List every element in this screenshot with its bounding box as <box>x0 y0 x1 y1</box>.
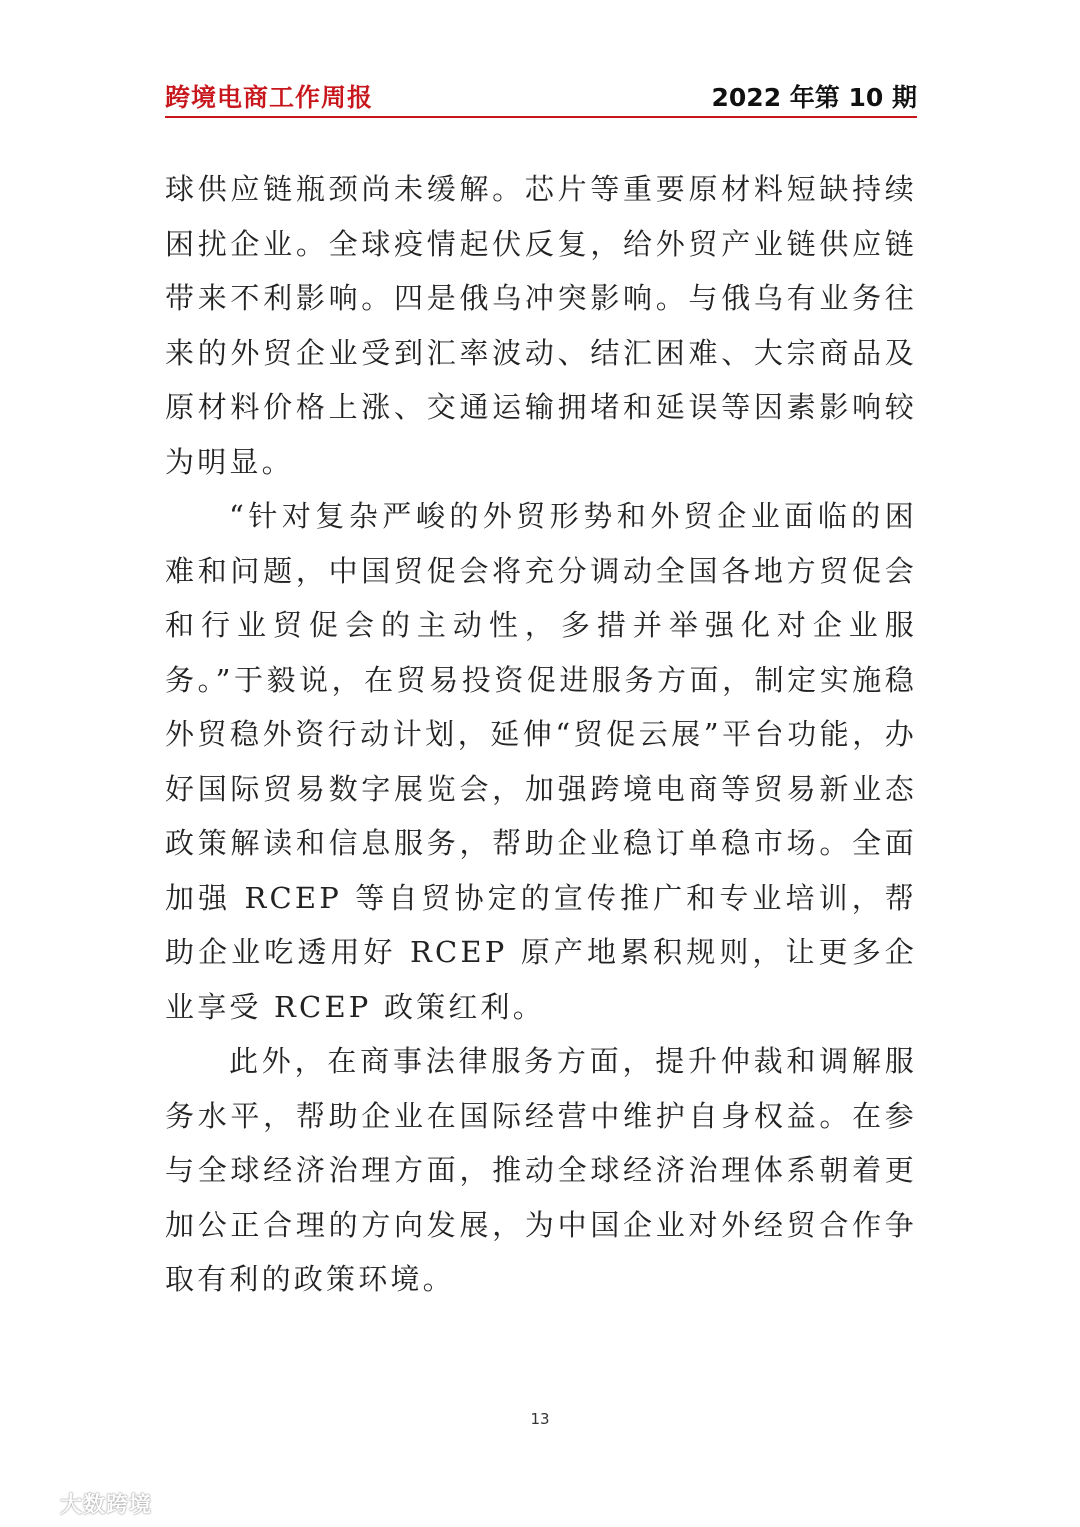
paragraph-3: 此外，在商事法律服务方面，提升仲裁和调解服务水平，帮助企业在国际经营中维护自身权益。在参与全球经济治理方面，推动全球经济治理体系朝着更加公正合理的方向发展，为中国企业对外经贸合作争取有利的政策环境。 <box>165 1044 917 1296</box>
paragraph-2: “针对复杂严峻的外贸形势和外贸企业面临的困难和问题，中国贸促会将充分调动全国各地方贸促会和行业贸促会的主动性，多措并举强化对企业服务。”于毅说，在贸易投资促进服务方面，制定实施稳外贸稳外资行动计划，延伸“贸促云展”平台功能，办好国际贸易数字展览会，加强跨境电商等贸易新业态政策解读和信息服务，帮助企业稳订单稳市场。全面加强 RCEP 等自贸协定的宣传推广和专业培训，帮助企业吃透用好 RCEP 原产地累积规则，让更多企业享受 RCEP 政策红利。 <box>165 499 917 1024</box>
speech-bubble-logo-icon <box>8 1489 54 1517</box>
watermark <box>8 1488 152 1518</box>
page-header <box>165 72 917 116</box>
paragraph-1: 球供应链瓶颈尚未缓解。芯片等重要原材料短缺持续困扰企业。全球疫情起伏反复，给外贸产业链供应链带来不利影响。四是俄乌冲突影响。与俄乌有业务往来的外贸企业受到汇率波动、结汇困难、大宗商品及原材料价格上涨、交通运输拥堵和延误等因素影响较为明显。 <box>165 172 917 479</box>
header-divider <box>165 116 917 118</box>
page-number: 13 <box>530 1410 550 1428</box>
issue-label: 2022 年第 10 期 <box>711 83 917 112</box>
article-body <box>165 162 917 1307</box>
report-title: 跨境电商工作周报 <box>165 83 374 112</box>
watermark-text: 大数跨境 <box>60 1492 153 1518</box>
